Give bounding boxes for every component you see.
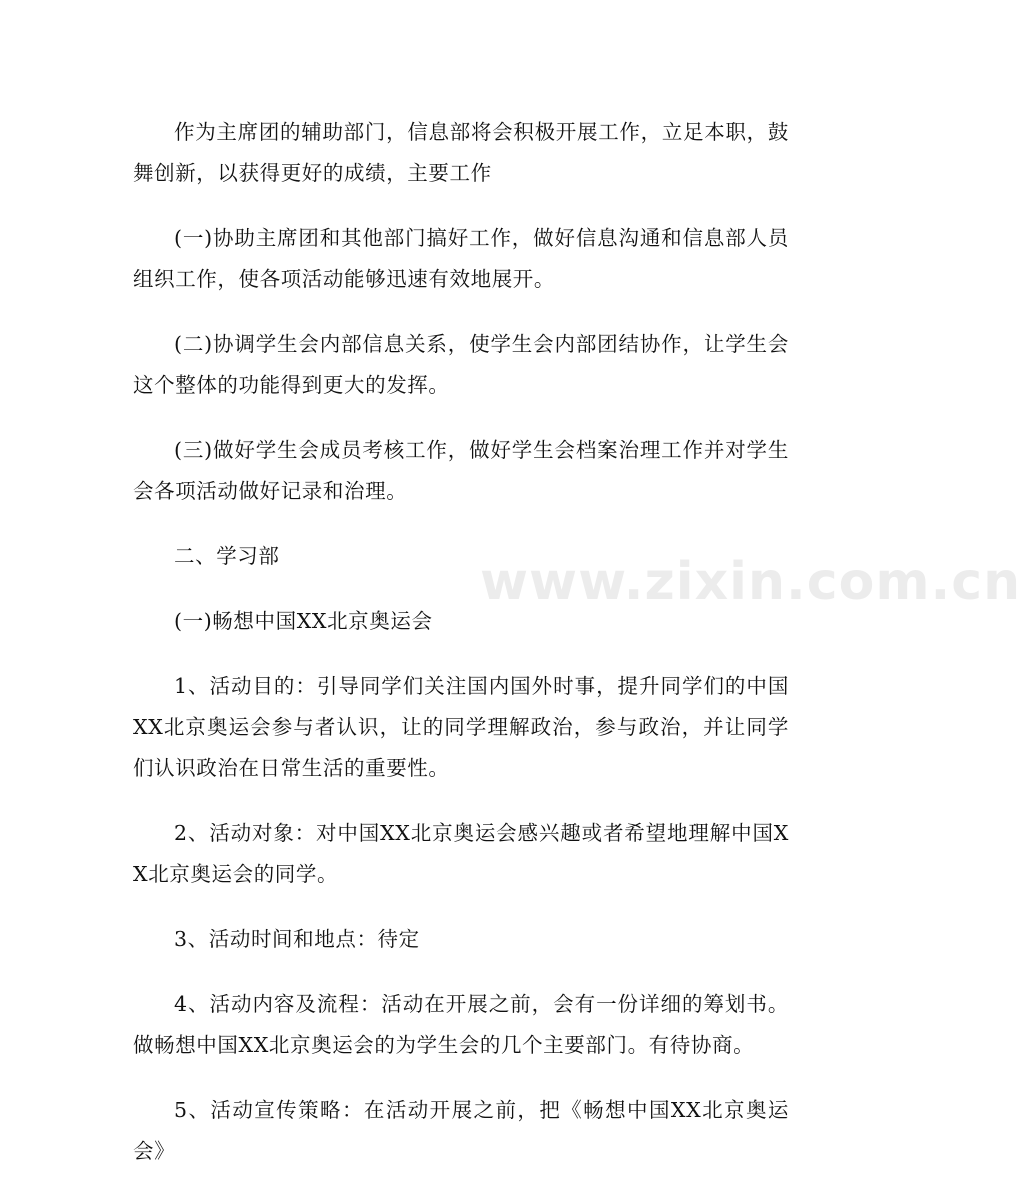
paragraph-activity-target: 2、活动对象：对中国XX北京奥运会感兴趣或者希望地理解中国XX北京奥运会的同学。 — [133, 821, 789, 886]
paragraph-item-1: (一)协助主席团和其他部门搞好工作，做好信息沟通和信息部人员组织工作，使各项活动能够迅速有效地展开。 — [133, 226, 789, 291]
paragraph-activity-purpose: 1、活动目的：引导同学们关注国内国外时事，提升同学们的中国XX北京奥运会参与者认识，让的同学理解政治，参与政治，并让同学们认识政治在日常生活的重要性。 — [133, 674, 789, 780]
paragraph-activity-time-place: 3、活动时间和地点：待定 — [174, 927, 420, 951]
paragraph-activity-process: 4、活动内容及流程：活动在开展之前，会有一份详细的筹划书。做畅想中国XX北京奥运会的为学生会的几个主要部门。有待协商。 — [133, 992, 789, 1057]
watermark-text: www.zixin.com.cn — [480, 552, 1021, 612]
subsection-heading-olympics: (一)畅想中国XX北京奥运会 — [174, 609, 433, 633]
document-body — [133, 112, 789, 1196]
section-heading-study-dept: 二、学习部 — [174, 544, 280, 568]
paragraph-item-2: (二)协调学生会内部信息关系，使学生会内部团结协作，让学生会这个整体的功能得到更大的发挥。 — [133, 332, 789, 397]
paragraph-item-3: (三)做好学生会成员考核工作，做好学生会档案治理工作并对学生会各项活动做好记录和治理。 — [133, 438, 789, 503]
paragraph-intro: 作为主席团的辅助部门，信息部将会积极开展工作，立足本职，鼓舞创新，以获得更好的成绩，主要工作 — [133, 120, 789, 185]
paragraph-activity-promotion: 5、活动宣传策略：在活动开展之前，把《畅想中国XX北京奥运会》 — [133, 1098, 789, 1163]
